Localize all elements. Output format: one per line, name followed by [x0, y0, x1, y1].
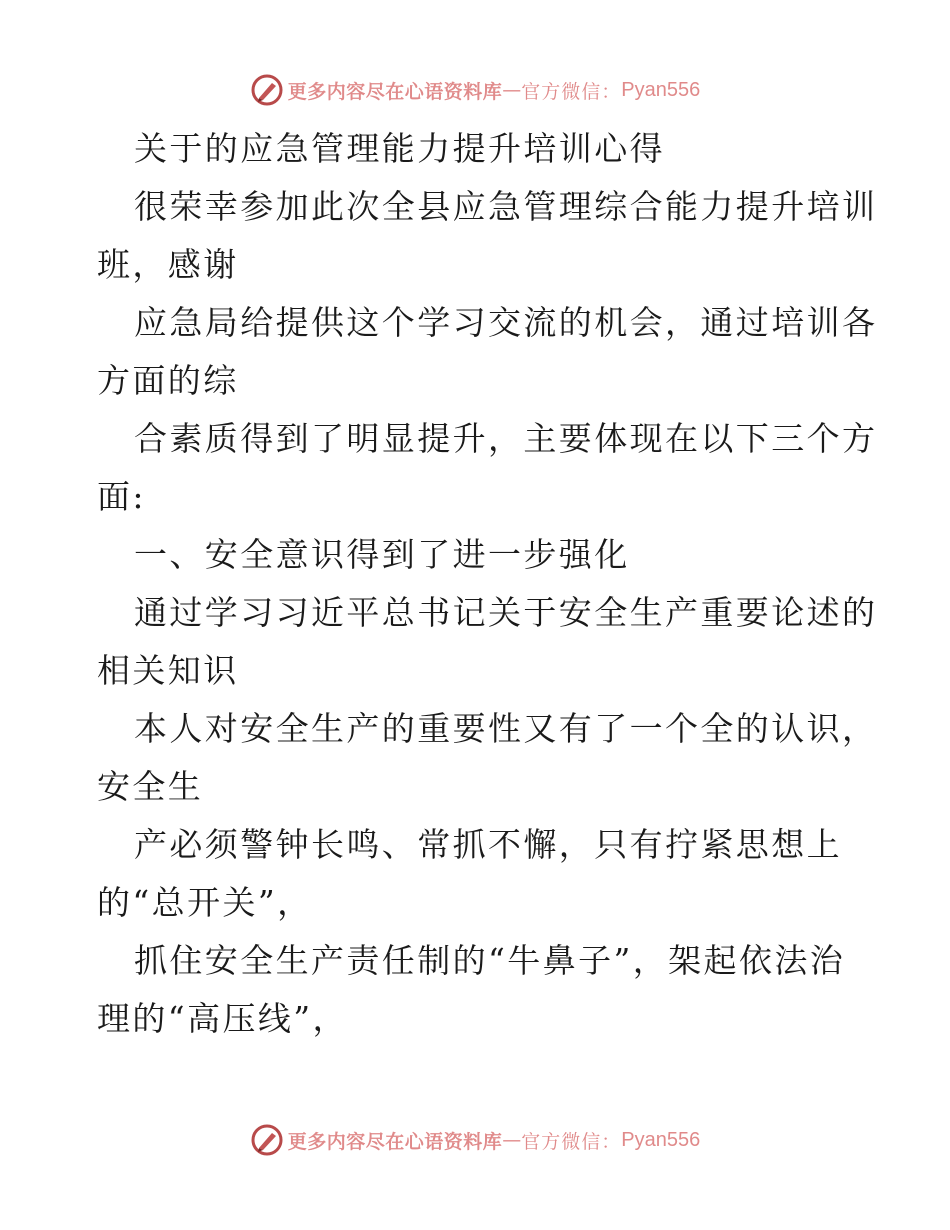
- watermark-wechat-id: Pyan556: [621, 78, 701, 101]
- watermark-wechat-label: 官方微信：: [521, 1130, 622, 1153]
- text-line: 应急局给提供这个学习交流的机会，通过培训各: [134, 303, 878, 342]
- text-line: 抓住安全生产责任制的“牛鼻子”，架起依法治: [134, 941, 846, 980]
- text-line: 很荣幸参加此次全县应急管理综合能力提升培训: [134, 187, 878, 226]
- text-line: 理的“高压线”，: [97, 999, 348, 1038]
- document-body: [97, 120, 878, 1048]
- text-line: 班，感谢: [97, 245, 239, 284]
- text-line: 方面的综: [97, 361, 239, 400]
- watermark-main-text: 更多内容尽在心语资料库: [287, 80, 503, 103]
- watermark-wechat-label: 官方微信：: [521, 80, 622, 103]
- watermark-separator: —: [502, 79, 522, 101]
- text-line: 产必须警钟长鸣、常抓不懈，只有拧紧思想上: [134, 825, 842, 864]
- text-line: 关于的应急管理能力提升培训心得: [134, 129, 665, 168]
- watermark-banner-bottom: [0, 1120, 950, 1160]
- text-line: 安全生: [97, 767, 204, 806]
- watermark-main-text: 更多内容尽在心语资料库: [287, 1130, 503, 1153]
- text-line: 通过学习习近平总书记关于安全生产重要论述的: [134, 593, 878, 632]
- pen-logo-icon: [250, 73, 284, 107]
- text-line: 的“总开关”，: [97, 883, 313, 922]
- text-line: 一、安全意识得到了进一步强化: [134, 535, 630, 574]
- pen-logo-icon: [250, 1123, 284, 1157]
- text-line: 合素质得到了明显提升，主要体现在以下三个方: [134, 419, 878, 458]
- watermark-banner-top: [0, 70, 950, 110]
- watermark-separator: —: [502, 1129, 522, 1151]
- text-line: 本人对安全生产的重要性又有了一个全的认识，: [134, 709, 878, 748]
- watermark-wechat-id: Pyan556: [621, 1128, 701, 1151]
- text-line: 面:: [97, 477, 146, 516]
- text-line: 相关知识: [97, 651, 239, 690]
